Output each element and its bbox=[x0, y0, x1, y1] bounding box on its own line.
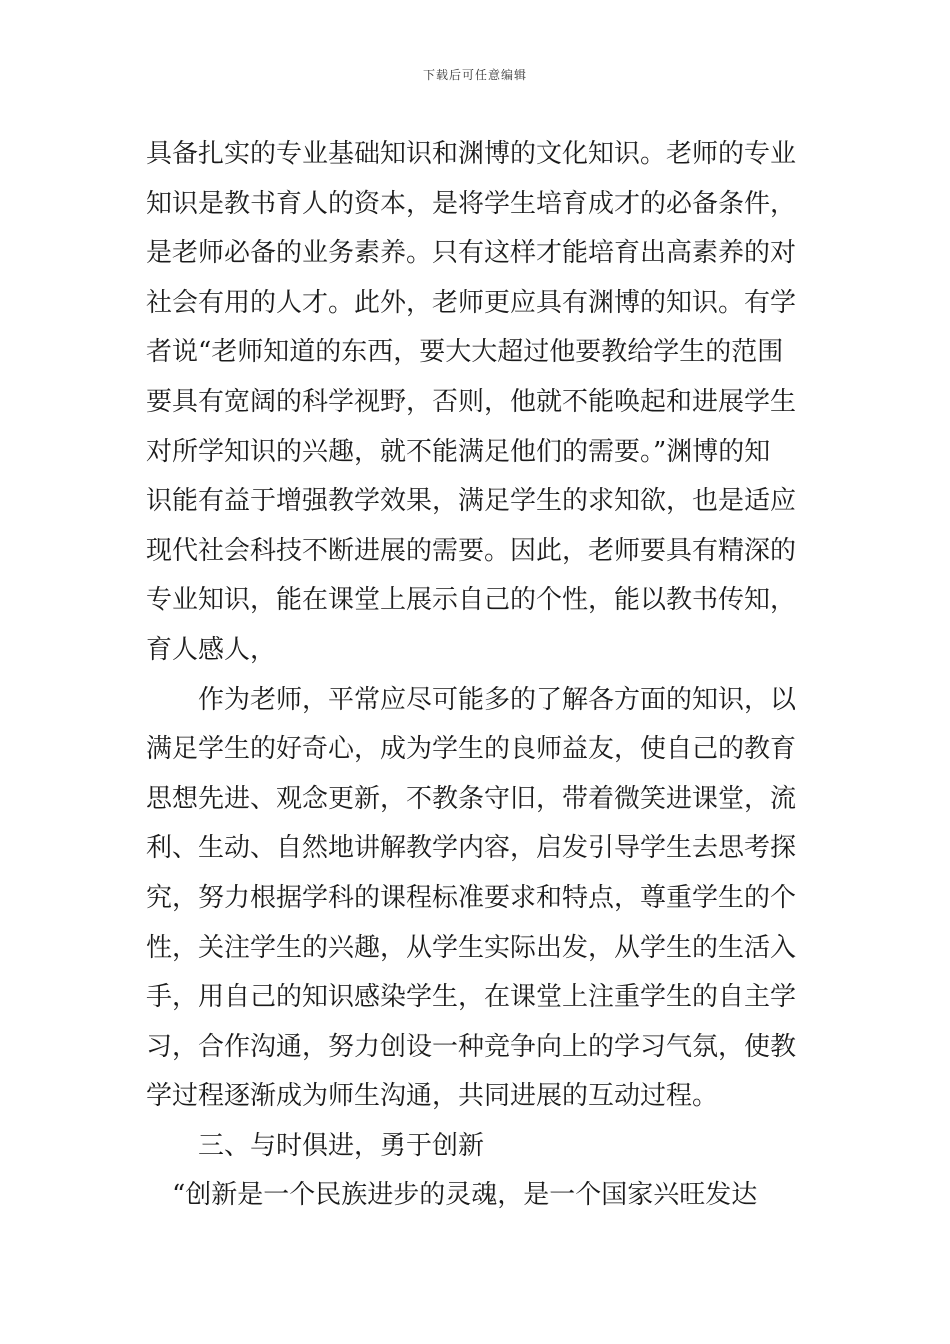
text-line: 利、生动、自然地讲解教学内容，启发引导学生去思考探 bbox=[146, 833, 797, 864]
paragraph-start-line: 作为老师，平常应尽可能多的了解各方面的知识，以 bbox=[198, 684, 797, 715]
text-line: 者说“老师知道的东西，要大大超过他要教给学生的范围 bbox=[146, 337, 784, 368]
text-line: 性，关注学生的兴趣，从学生实际出发，从学生的生活入 bbox=[146, 932, 797, 963]
section-heading: 三、与时俱进，勇于创新 bbox=[198, 1130, 485, 1161]
text-line: 究，努力根据学科的课程标准要求和特点，尊重学生的个 bbox=[146, 882, 797, 913]
text-line: 手，用自己的知识感染学生，在课堂上注重学生的自主学 bbox=[146, 982, 797, 1013]
text-line: 具备扎实的专业基础知识和渊博的文化知识。老师的专业 bbox=[146, 139, 797, 169]
text-line: 满足学生的好奇心，成为学生的良师益友，使自己的教育 bbox=[146, 734, 797, 765]
text-line: 要具有宽阔的科学视野，否则，他就不能唤起和进展学生 bbox=[146, 386, 797, 417]
text-line: 专业知识，能在课堂上展示自己的个性，能以教书传知， bbox=[146, 585, 797, 616]
paragraph-start-line: “创新是一个民族进步的灵魂，是一个国家兴旺发达 bbox=[172, 1180, 758, 1211]
text-line: 学过程逐渐成为师生沟通，共同进展的互动过程。 bbox=[146, 1081, 719, 1112]
page-header: 下载后可任意编辑 bbox=[422, 68, 527, 82]
text-line: 识能有益于增强教学效果，满足学生的求知欲，也是适应 bbox=[146, 486, 797, 517]
text-line: 是老师必备的业务素养。只有这样才能培育出高素养的对 bbox=[146, 238, 797, 269]
text-line: 习，合作沟通，努力创设一种竞争向上的学习气氛，使教 bbox=[146, 1031, 797, 1062]
text-line: 育人感人， bbox=[146, 634, 277, 665]
document-body bbox=[146, 130, 816, 1221]
text-line: 对所学知识的兴趣，就不能满足他们的需要。”渊博的知 bbox=[146, 436, 771, 467]
text-line: 思想先进、观念更新，不教条守旧，带着微笑进课堂，流 bbox=[146, 783, 797, 814]
text-line: 知识是教书育人的资本，是将学生培育成才的必备条件， bbox=[146, 188, 797, 219]
text-line: 社会有用的人才。此外，老师更应具有渊博的知识。有学 bbox=[146, 287, 797, 318]
text-line: 现代社会科技不断进展的需要。因此，老师要具有精深的 bbox=[146, 535, 797, 566]
